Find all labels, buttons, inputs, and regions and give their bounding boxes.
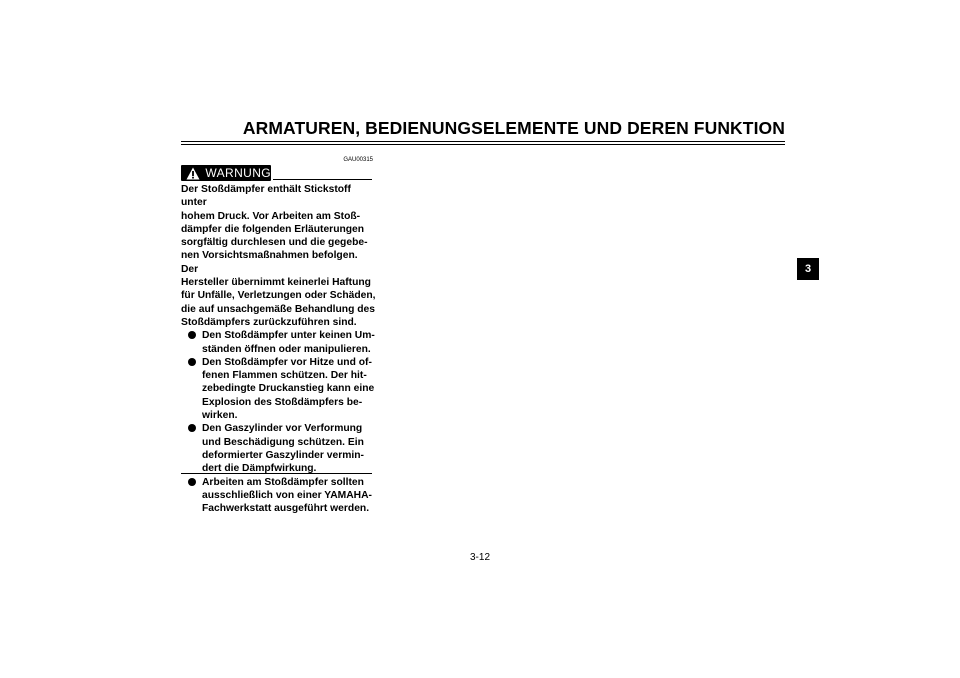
- bullet-icon: [188, 478, 196, 486]
- list-item: [181, 476, 377, 516]
- reference-code: GAU00315: [343, 157, 373, 163]
- warning-label: WARNUNG: [205, 166, 271, 180]
- bullet-text: Den Gaszylinder vor Verformung und Beschädigung schützen. Ein deformierter Gaszylinder vermin- dert die Dämpfwirkung.: [202, 423, 364, 475]
- header-rule: [181, 141, 785, 142]
- warning-title-rule: [273, 179, 372, 180]
- list-item: [181, 329, 377, 356]
- page-number: 3-12: [470, 552, 491, 563]
- list-item: [181, 356, 377, 422]
- warning-body: [181, 183, 377, 515]
- header-rule-thin: [181, 144, 785, 145]
- bullet-icon: [188, 331, 196, 339]
- page-title: ARMATUREN, BEDIENUNGSELEMENTE UND DEREN FUNKTION: [242, 118, 785, 138]
- list-item: [181, 422, 377, 475]
- bullet-text: Arbeiten am Stoßdämpfer sollten ausschließlich von einer YAMAHA- Fachwerkstatt ausgeführt werden.: [202, 476, 372, 515]
- bullet-icon: [188, 358, 196, 366]
- chapter-tab: 3: [797, 258, 819, 280]
- warning-intro: Der Stoßdämpfer enthält Stickstoff unter hohem Druck. Vor Arbeiten am Stoß- dämpfer die folgenden Erläuterungen sorgfältig durchlesen und die gegebe- nen Vorsichtsmaßnahmen befolgen. Der Hersteller übernimmt keinerlei Haftung für Unfälle, Verletzungen oder Schäden, die auf unsachgemäße Behandlung des Stoßdämpfers zurückzuführen sind.: [181, 184, 376, 328]
- warning-badge: [181, 165, 271, 181]
- warning-bottom-rule: [181, 473, 372, 474]
- bullet-text: Den Stoßdämpfer vor Hitze und of- fenen Flammen schützen. Der hit- zebedingte Druckanstieg kann eine Explosion des Stoßdämpfers be- wirken.: [202, 356, 375, 422]
- bullet-icon: [188, 424, 196, 432]
- warning-bullet-list: [181, 329, 377, 515]
- bullet-text: Den Stoßdämpfer unter keinen Um- ständen öffnen oder manipulieren.: [202, 330, 375, 355]
- exclamation-triangle-icon: [181, 165, 205, 181]
